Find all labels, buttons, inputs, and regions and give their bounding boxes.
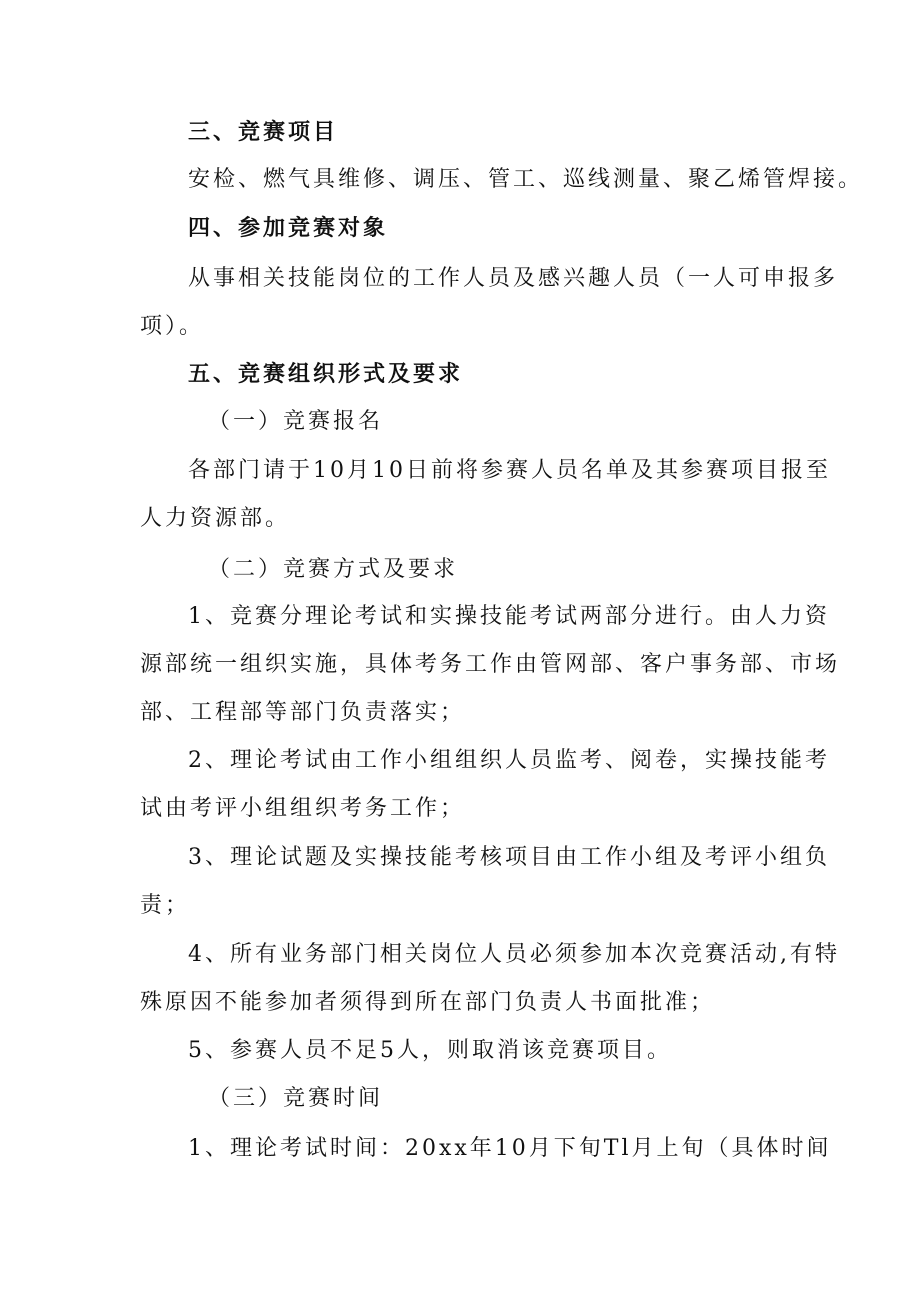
paragraph-line: 1、竞赛分理论考试和实操技能考试两部分进行。由人力资	[188, 604, 830, 629]
section-heading-5: 五、竞赛组织形式及要求	[188, 361, 464, 387]
subsection-heading-1: （一）竞赛报名	[208, 409, 384, 434]
paragraph-line: 试由考评小组组织考务工作；	[140, 796, 466, 821]
paragraph-line: 1、理论考试时间：20xx年10月下旬Tl月上旬（具体时间	[188, 1136, 832, 1161]
section-heading-3: 三、竞赛项目	[188, 119, 339, 145]
paragraph-line: 各部门请于10月10日前将参赛人员名单及其参赛项目报至	[188, 458, 831, 483]
paragraph-line: 责；	[140, 893, 191, 918]
paragraph-line: 5、参赛人员不足5人，则取消该竞赛项目。	[188, 1038, 672, 1063]
paragraph-line: 从事相关技能岗位的工作人员及感兴趣人员（一人可申报多	[188, 266, 839, 291]
paragraph-line: 4、所有业务部门相关岗位人员必须参加本次竞赛活动,有特	[188, 942, 840, 967]
paragraph-line: 源部统一组织实施，具体考务工作由管网部、客户事务部、市场	[140, 652, 841, 677]
paragraph-line: 人力资源部。	[140, 506, 291, 531]
subsection-heading-2: （二）竞赛方式及要求	[208, 557, 459, 582]
paragraph-line: 2、理论考试由工作小组组织人员监考、阅卷，实操技能考	[188, 748, 830, 773]
paragraph-line: 项）。	[140, 314, 205, 339]
paragraph-line: 殊原因不能参加者须得到所在部门负责人书面批准；	[140, 990, 716, 1015]
paragraph-line: 安检、燃气具维修、调压、管工、巡线测量、聚乙烯管焊接。	[188, 167, 864, 192]
subsection-heading-3: （三）竞赛时间	[208, 1086, 384, 1111]
paragraph-line: 部、工程部等部门负责落实；	[140, 700, 466, 725]
section-heading-4: 四、参加竞赛对象	[188, 215, 389, 241]
paragraph-line: 3、理论试题及实操技能考核项目由工作小组及考评小组负	[188, 845, 830, 870]
